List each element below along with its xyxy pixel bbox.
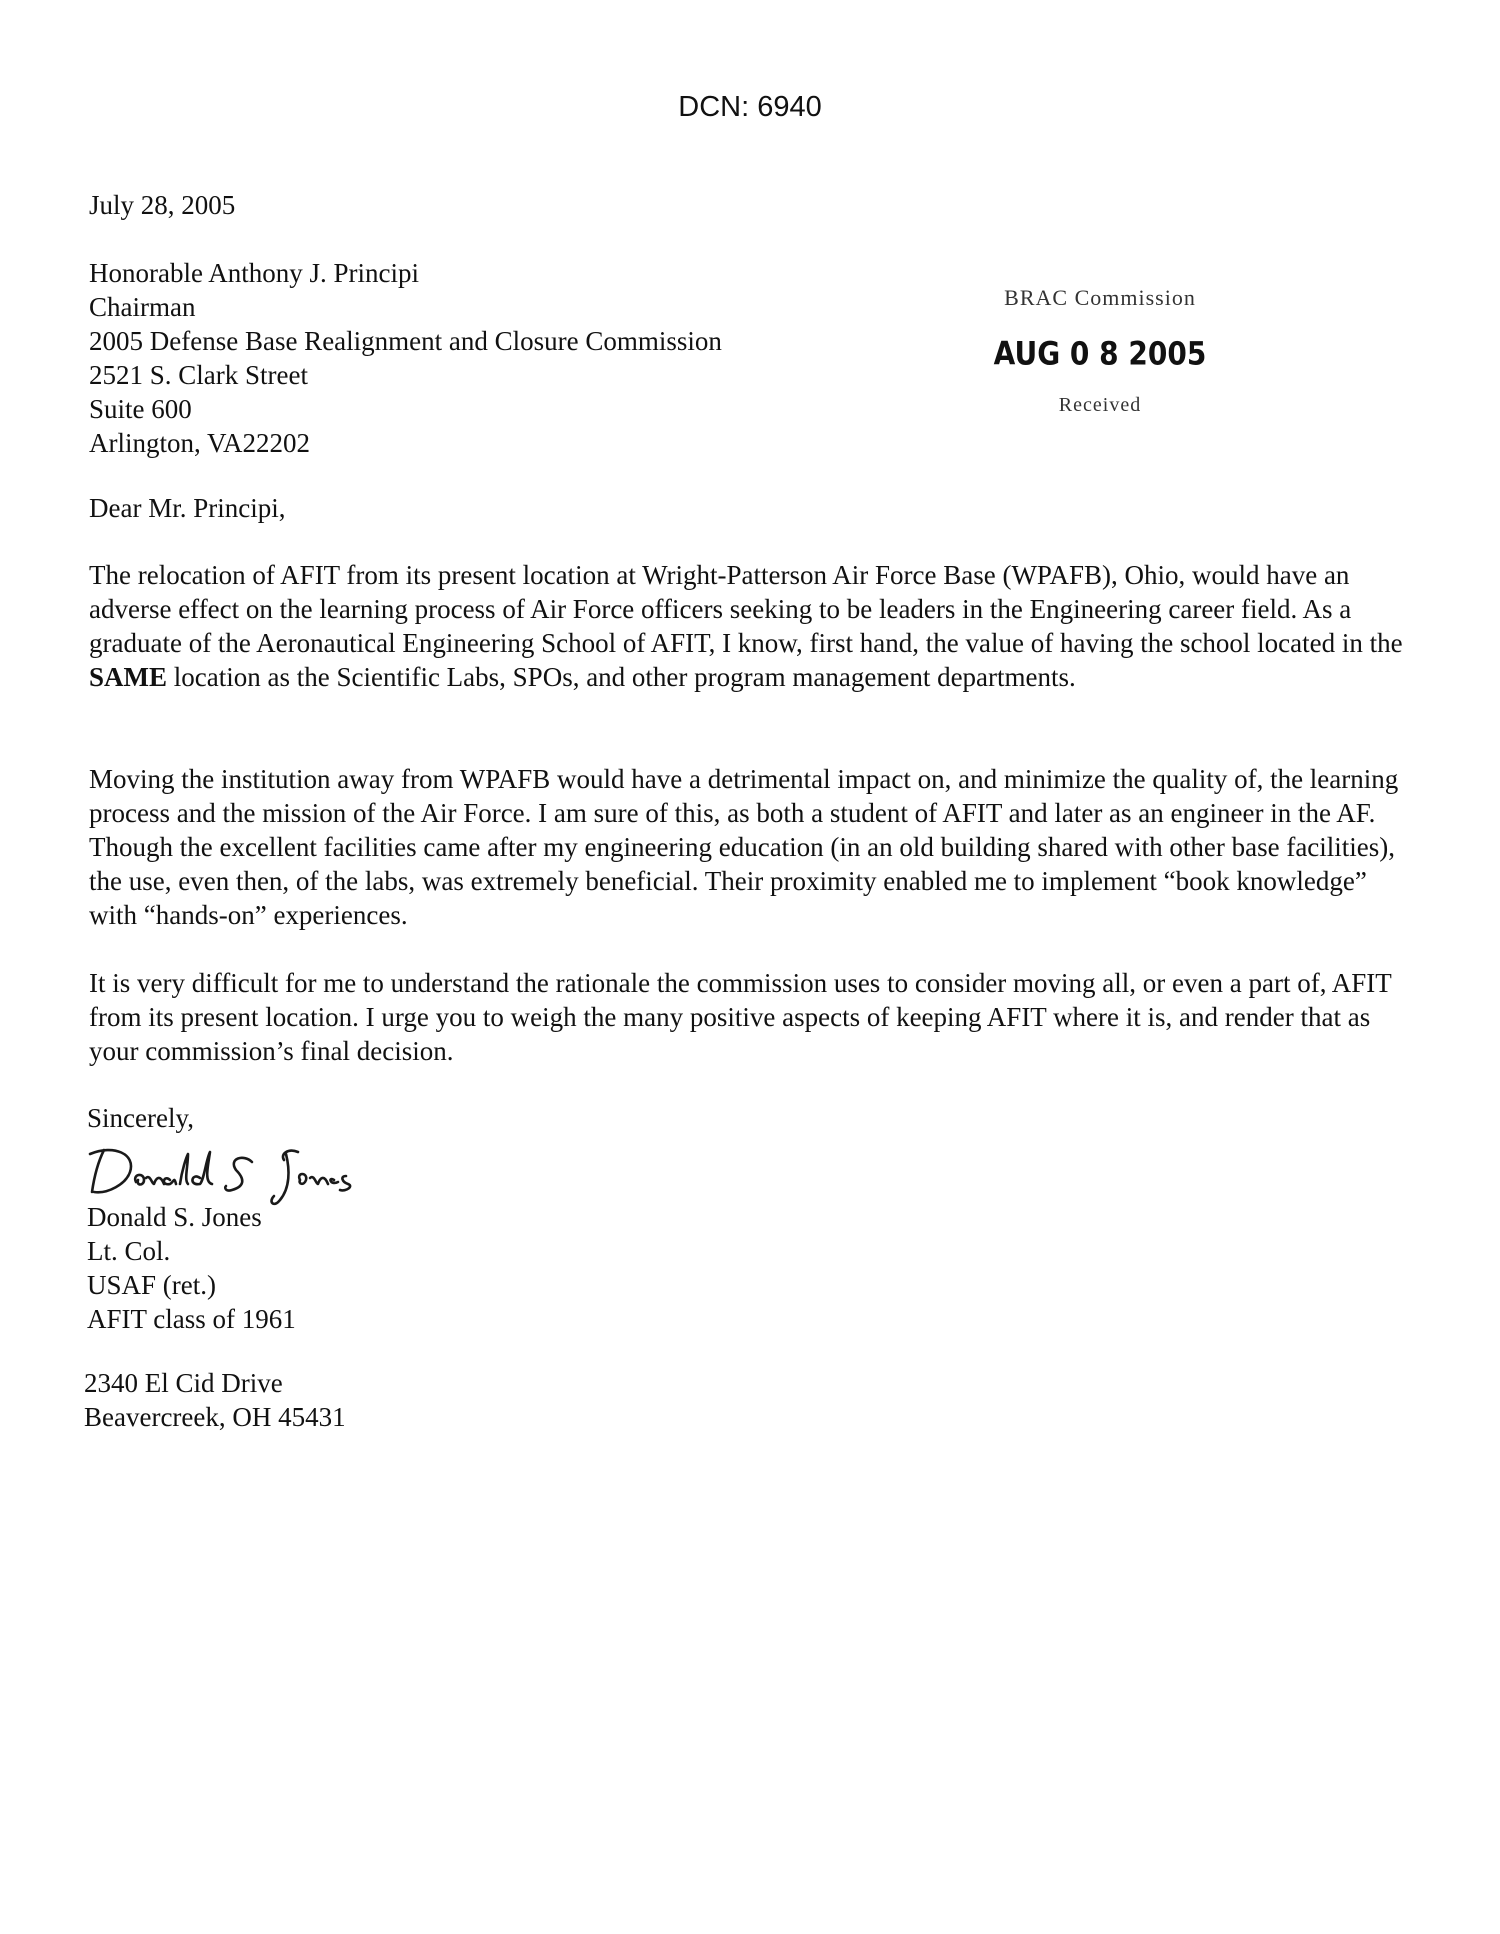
recipient-suite: Suite 600 xyxy=(89,394,192,424)
sender-rank: Lt. Col. xyxy=(87,1236,171,1266)
closing: Sincerely, xyxy=(87,1103,194,1133)
stamp-received: Received xyxy=(1058,394,1142,416)
sender-class: AFIT class of 1961 xyxy=(87,1304,296,1334)
stamp-commission: BRAC Commission xyxy=(1004,285,1196,310)
recipient-address xyxy=(89,256,722,460)
letter-date: July 28, 2005 xyxy=(89,190,236,220)
body-paragraph-1 xyxy=(89,558,1419,694)
dcn-number: DCN: 6940 xyxy=(678,91,822,123)
body-paragraph-2: Moving the institution away from WPAFB would have a detrimental impact on, and minimize the quality of, the learning process and the mission of the Air Force. I am sure of this, as both a student of AFIT and later as an engineer in the AF. Though the excellent facilities came after my engineering education (in an old building shared with other base facilities), the use, even then, of the labs, was extremely beneficial. Their proximity enabled me to implement “book knowledge” with “hands-on” experiences. xyxy=(89,764,1399,930)
body-paragraph-3: It is very difficult for me to understand the rationale the commission uses to consider moving all, or even a part of, AFIT from its present location. I urge you to weigh the many positive aspects of keeping AFIT where it is, and render that as your commission’s final decision. xyxy=(89,968,1392,1066)
sender-city: Beavercreek, OH 45431 xyxy=(84,1402,346,1432)
salutation: Dear Mr. Principi, xyxy=(89,493,286,523)
paragraph-1-part-1: The relocation of AFIT from its present location at Wright-Patterson Air Force Base (WPAFB), Ohio, would have an adverse effect on the learning process of Air Force officers seeking to be leaders in the Engineering career field. As a graduate of the Aeronautical Engineering School of AFIT, I know, first hand, the value of having the school located in the xyxy=(89,560,1403,658)
recipient-city: Arlington, VA22202 xyxy=(89,428,311,458)
recipient-name: Honorable Anthony J. Principi xyxy=(89,258,419,288)
sender-service: USAF (ret.) xyxy=(87,1270,216,1300)
paragraph-1-emphasis: SAME xyxy=(89,662,168,692)
recipient-street: 2521 S. Clark Street xyxy=(89,360,308,390)
sender-name: Donald S. Jones xyxy=(87,1202,262,1232)
sender-street: 2340 El Cid Drive xyxy=(84,1368,283,1398)
recipient-organization: 2005 Defense Base Realignment and Closure Commission xyxy=(89,326,722,356)
sender-block xyxy=(87,1200,296,1336)
paragraph-1-part-2: location as the Scientific Labs, SPOs, and other program management departments. xyxy=(167,662,1076,692)
stamp-date: AUG 0 8 2005 xyxy=(993,334,1207,373)
sender-address xyxy=(84,1366,346,1434)
received-stamp xyxy=(970,284,1230,418)
recipient-title: Chairman xyxy=(89,292,196,322)
